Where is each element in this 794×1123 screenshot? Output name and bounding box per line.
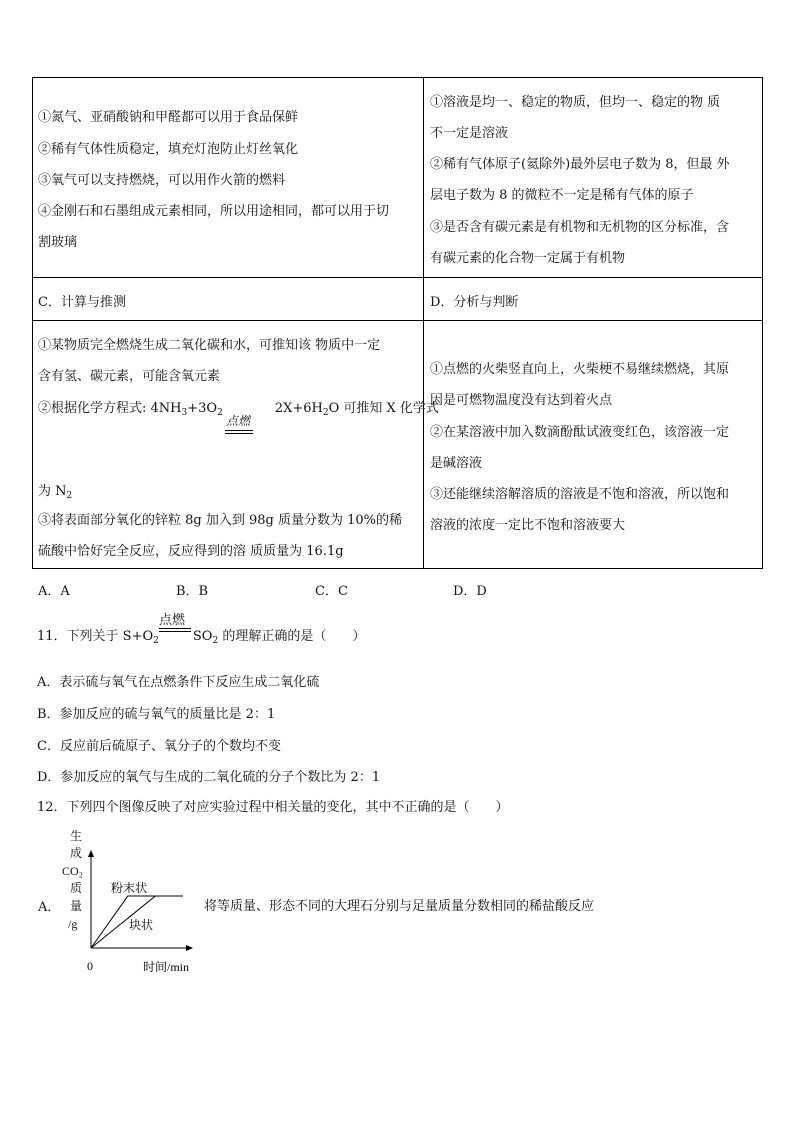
table-column-divider: [423, 78, 424, 568]
equation-part: +3O: [187, 401, 218, 416]
cell-d-line: 溶液的浓度一定比不饱和溶液要大: [430, 518, 626, 533]
cell-b-line: ②稀有气体原子(氦除外)最外层电子数为 8，但最 外: [430, 157, 730, 172]
y-axis-label: [62, 828, 83, 931]
equation-part: 为 N: [38, 484, 67, 499]
equation-part: 2X+6H: [274, 401, 323, 416]
equation-double-line: [225, 430, 253, 431]
cell-d-line: 因是可燃物温度没有达到着火点: [430, 393, 613, 408]
subscript: 3: [181, 408, 188, 418]
y-label-char: /g: [68, 917, 78, 931]
q11-option-c[interactable]: C．反应前后硫原子、氧分子的个数均不变: [37, 739, 281, 754]
series-label-lump: 块状: [129, 918, 154, 932]
q12-option-a-text: 将等质量、形态不同的大理石分别与足量质量分数相同的稀盐酸反应: [204, 899, 595, 914]
co2-mass-chart: [60, 826, 210, 976]
option-b[interactable]: B．B: [176, 584, 209, 599]
subscript: 2: [217, 408, 223, 418]
stem-part: 的理解正确的是（ ）: [218, 629, 366, 644]
table-row-divider: [33, 277, 762, 278]
x-axis-arrow: [186, 945, 193, 951]
subscript: 2: [66, 491, 73, 501]
subscript: 2: [322, 408, 329, 418]
cell-d-line: ①点燃的火柴竖直向上，火柴梗不易继续燃烧，其原: [430, 362, 730, 377]
q12-option-a-label[interactable]: A．: [38, 900, 61, 915]
reaction-condition: 点燃: [159, 613, 186, 628]
table-row-divider: [33, 320, 762, 321]
cell-a-line: ②稀有气体性质稳定，填充灯泡防止灯丝氧化: [38, 142, 299, 157]
q11-option-a[interactable]: A．表示硫与氧气在点燃条件下反应生成二氧化硫: [37, 675, 320, 690]
cell-a-line: ④金刚石和石墨组成元素相同，所以用途相同，都可以用于切: [38, 204, 390, 219]
question-12-stem: 12．下列四个图像反映了对应实验过程中相关量的变化，其中不正确的是（ ）: [37, 800, 509, 815]
y-label-char: 成: [70, 846, 83, 860]
option-d[interactable]: D．D: [453, 584, 487, 599]
cell-a-line: 割玻璃: [38, 235, 78, 250]
y-label-char: 生: [70, 829, 83, 843]
cell-b-line: 层电子数为 8 的微粒不一定是稀有气体的原子: [430, 188, 694, 203]
q11-option-b[interactable]: B．参加反应的硫与氧气的质量比是 2：1: [37, 707, 276, 722]
cell-b-line: 不一定是溶液: [430, 126, 509, 141]
equation-double-line: [225, 433, 253, 434]
equation-part: ②根据化学方程式: 4NH: [38, 401, 182, 416]
option-a[interactable]: A．A: [38, 584, 70, 599]
subscript: 2: [153, 636, 159, 646]
option-c[interactable]: C．C: [315, 584, 348, 599]
question-11-stem: [37, 625, 365, 646]
y-label-char: 量: [70, 899, 83, 913]
cell-c-line: 含有氢、碳元素，可能含氧元素: [38, 369, 221, 384]
question-table: [32, 77, 763, 569]
cell-c-line: ①某物质完全燃烧生成二氧化碳和水，可推知该 物质中一定: [38, 338, 381, 353]
q11-option-d[interactable]: D．参加反应的氧气与生成的二氧化硫的分子个数比为 2：1: [37, 770, 381, 785]
cell-d-line: 是碱溶液: [430, 456, 483, 471]
stem-part: SO: [192, 629, 213, 644]
y-label-char: CO₂: [62, 864, 83, 878]
header-c: C．计算与推测: [38, 295, 126, 310]
cell-a-line: ③氧气可以支持燃烧，可以用作火箭的燃料: [38, 173, 286, 188]
cell-c-line: 硫酸中恰好完全反应，反应得到的溶 质质量为 16.1g: [38, 544, 344, 559]
equation-double-line: [159, 631, 191, 632]
cell-c-line: [38, 480, 72, 501]
equation-part: O 可推知 X 化学式: [328, 401, 439, 416]
y-label-char: 质: [70, 881, 83, 895]
y-axis-arrow: [88, 850, 94, 857]
stem-part: 11．下列关于 S+O: [37, 629, 154, 644]
cell-b-line: ①溶液是均一、稳定的物质，但均一、稳定的物 质: [430, 95, 721, 110]
reaction-condition: 点燃: [226, 414, 251, 428]
cell-b-line: 有碳元素的化合物一定属于有机物: [430, 251, 626, 266]
cell-a-line: ①氮气、亚硝酸钠和甲醛都可以用于食品保鲜: [38, 110, 299, 125]
cell-d-line: ③还能继续溶解溶质的溶液是不饱和溶液，所以饱和: [430, 487, 730, 502]
cell-b-line: ③是否含有碳元素是有机物和无机物的区分标准，含: [430, 220, 730, 235]
subscript: 2: [212, 636, 219, 646]
header-d: D．分析与判断: [430, 295, 519, 310]
series-label-powder: 粉末状: [111, 881, 148, 895]
cell-d-line: ②在某溶液中加入数滴酚酞试液变红色，该溶液一定: [430, 425, 730, 440]
origin-label: 0: [87, 959, 93, 973]
cell-c-line: ③将表面部分氧化的锌粒 8g 加入到 98g 质量分数为 10%的稀: [38, 513, 403, 528]
equation-double-line: [159, 628, 191, 629]
x-axis-label: 时间/min: [143, 960, 190, 974]
